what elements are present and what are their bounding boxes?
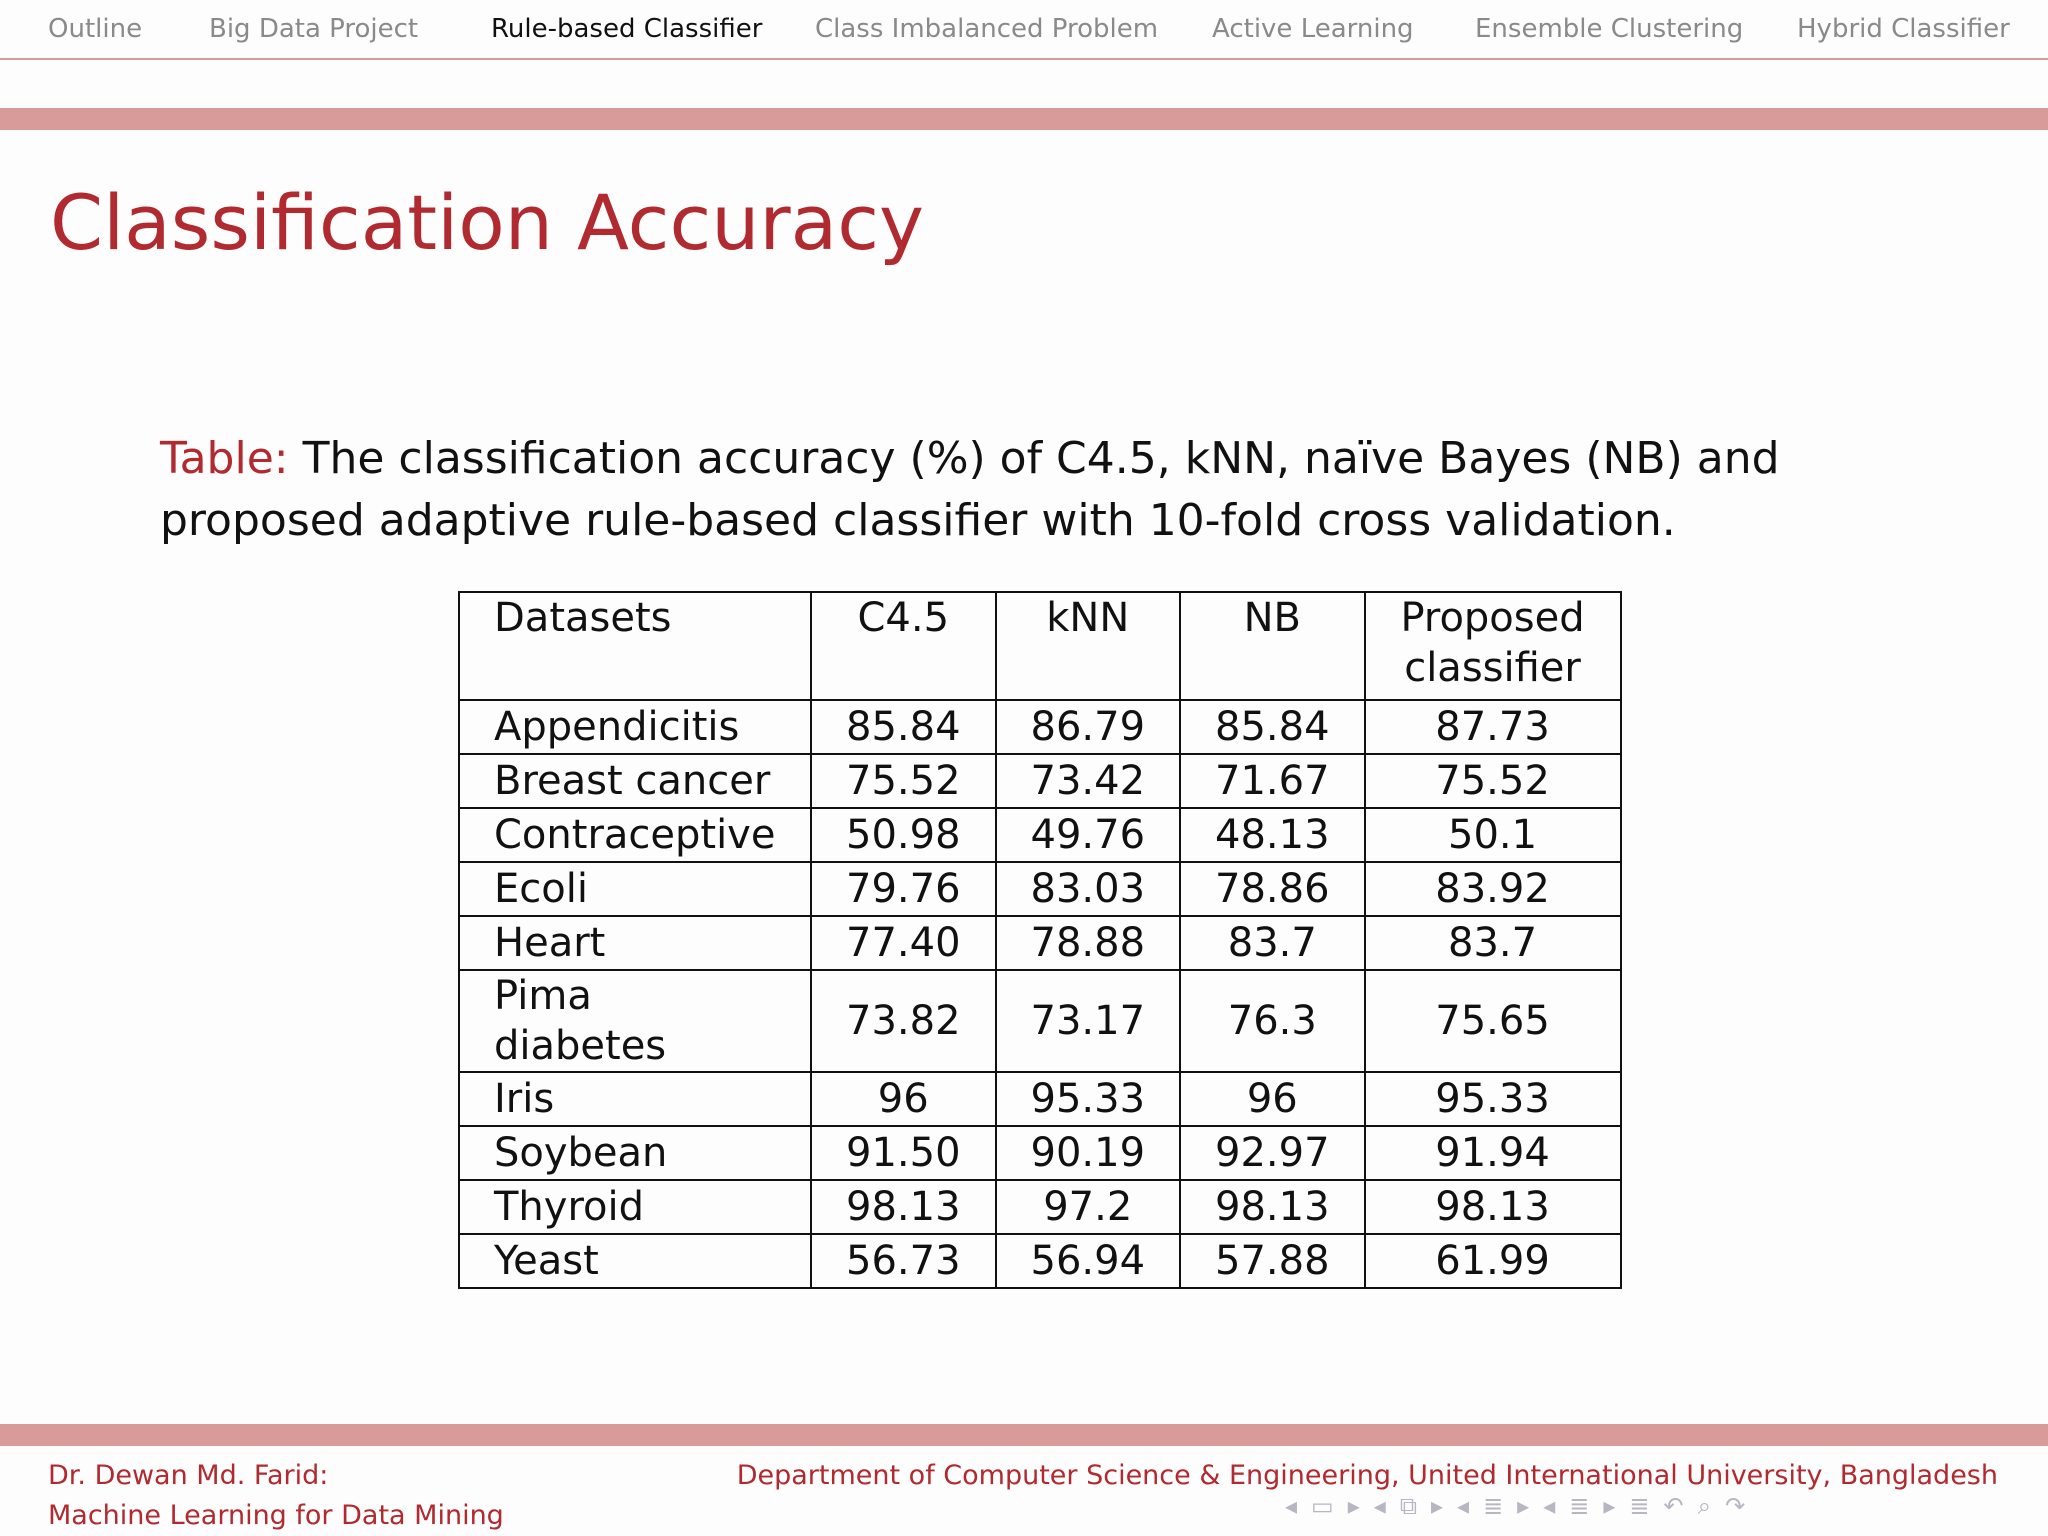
accuracy-cell: 75.65 bbox=[1365, 970, 1621, 1072]
nav-item-class-imbalanced-problem[interactable]: Class Imbalanced Problem bbox=[815, 14, 1159, 44]
accuracy-cell: 92.97 bbox=[1180, 1126, 1365, 1180]
accuracy-cell: 79.76 bbox=[811, 862, 996, 916]
nav-item-rule-based-classifier[interactable]: Rule-based Classifier bbox=[491, 14, 763, 44]
footer-band bbox=[0, 1424, 2048, 1446]
accuracy-cell: 73.17 bbox=[996, 970, 1181, 1072]
accuracy-cell: 57.88 bbox=[1180, 1234, 1365, 1288]
accuracy-cell: 85.84 bbox=[811, 700, 996, 754]
footer-author: Dr. Dewan Md. Farid: bbox=[48, 1460, 329, 1491]
subsection-icon[interactable]: ⧉ bbox=[1399, 1492, 1417, 1520]
section-navigation bbox=[0, 0, 2048, 60]
table-body bbox=[459, 700, 1621, 1288]
accuracy-cell: 95.33 bbox=[1365, 1072, 1621, 1126]
beamer-navigation-controls bbox=[1285, 1492, 1745, 1520]
table-row bbox=[459, 754, 1621, 808]
accuracy-cell: 50.98 bbox=[811, 808, 996, 862]
prev-frame-icon[interactable]: ◂ bbox=[1285, 1492, 1298, 1520]
nav-item-ensemble-clustering[interactable]: Ensemble Clustering bbox=[1475, 14, 1744, 44]
accuracy-cell: 98.13 bbox=[1180, 1180, 1365, 1234]
table-row bbox=[459, 700, 1621, 754]
accuracy-cell: 56.94 bbox=[996, 1234, 1181, 1288]
header-proposed-classifier: Proposed classifier bbox=[1365, 592, 1621, 700]
table-row bbox=[459, 1234, 1621, 1288]
accuracy-cell: 95.33 bbox=[996, 1072, 1181, 1126]
table-row bbox=[459, 1126, 1621, 1180]
dataset-name-cell: Ecoli bbox=[459, 862, 811, 916]
accuracy-cell: 56.73 bbox=[811, 1234, 996, 1288]
header-c45: C4.5 bbox=[811, 592, 996, 700]
accuracy-cell: 98.13 bbox=[1365, 1180, 1621, 1234]
table-row bbox=[459, 808, 1621, 862]
accuracy-cell: 75.52 bbox=[811, 754, 996, 808]
accuracy-cell: 98.13 bbox=[811, 1180, 996, 1234]
accuracy-cell: 97.2 bbox=[996, 1180, 1181, 1234]
accuracy-cell: 83.92 bbox=[1365, 862, 1621, 916]
header-datasets: Datasets bbox=[459, 592, 811, 700]
forward-icon[interactable]: ↷ bbox=[1725, 1492, 1746, 1520]
nav-item-active-learning[interactable]: Active Learning bbox=[1212, 14, 1414, 44]
section-icon[interactable]: ≣ bbox=[1483, 1492, 1504, 1520]
header-band bbox=[0, 108, 2048, 130]
next-subsection-icon[interactable]: ▸ bbox=[1430, 1492, 1444, 1520]
accuracy-cell: 61.99 bbox=[1365, 1234, 1621, 1288]
table-caption bbox=[160, 428, 1920, 552]
part-icon[interactable]: ≣ bbox=[1569, 1492, 1590, 1520]
accuracy-cell: 96 bbox=[811, 1072, 996, 1126]
prev-part-icon[interactable]: ◂ bbox=[1543, 1492, 1556, 1520]
accuracy-cell: 83.03 bbox=[996, 862, 1181, 916]
caption-label: Table: bbox=[160, 433, 289, 484]
table-header-row bbox=[459, 592, 1621, 700]
accuracy-cell: 48.13 bbox=[1180, 808, 1365, 862]
table-row bbox=[459, 862, 1621, 916]
dataset-name-cell: Appendicitis bbox=[459, 700, 811, 754]
search-icon[interactable]: ⌕ bbox=[1697, 1492, 1712, 1520]
accuracy-cell: 78.88 bbox=[996, 916, 1181, 970]
nav-item-hybrid-classifier[interactable]: Hybrid Classifier bbox=[1797, 14, 2010, 44]
nav-item-outline[interactable]: Outline bbox=[48, 14, 143, 44]
table-row bbox=[459, 1072, 1621, 1126]
dataset-name-cell: Iris bbox=[459, 1072, 811, 1126]
next-part-icon[interactable]: ▸ bbox=[1603, 1492, 1616, 1520]
slide-title: Classification Accuracy bbox=[50, 178, 924, 267]
document-icon[interactable]: ≣ bbox=[1629, 1492, 1650, 1520]
table-row bbox=[459, 970, 1621, 1072]
accuracy-cell: 73.42 bbox=[996, 754, 1181, 808]
accuracy-cell: 76.3 bbox=[1180, 970, 1365, 1072]
table-row bbox=[459, 1180, 1621, 1234]
prev-section-icon[interactable]: ◂ bbox=[1457, 1492, 1470, 1520]
accuracy-table bbox=[458, 591, 1622, 1289]
dataset-name-cell: Breast cancer bbox=[459, 754, 811, 808]
accuracy-cell: 91.50 bbox=[811, 1126, 996, 1180]
header-nb: NB bbox=[1180, 592, 1365, 700]
accuracy-cell: 87.73 bbox=[1365, 700, 1621, 754]
back-icon[interactable]: ↶ bbox=[1663, 1492, 1684, 1520]
accuracy-cell: 75.52 bbox=[1365, 754, 1621, 808]
next-frame-icon[interactable]: ▸ bbox=[1347, 1492, 1360, 1520]
accuracy-cell: 71.67 bbox=[1180, 754, 1365, 808]
accuracy-cell: 73.82 bbox=[811, 970, 996, 1072]
accuracy-cell: 83.7 bbox=[1365, 916, 1621, 970]
footer-course: Machine Learning for Data Mining bbox=[48, 1500, 504, 1531]
caption-text: The classification accuracy (%) of C4.5, kNN, naïve Bayes (NB) and proposed adaptive rule-based classifier with 10-fold cross validation. bbox=[160, 433, 1780, 546]
accuracy-cell: 86.79 bbox=[996, 700, 1181, 754]
accuracy-cell: 77.40 bbox=[811, 916, 996, 970]
table-row bbox=[459, 916, 1621, 970]
accuracy-cell: 83.7 bbox=[1180, 916, 1365, 970]
footer-department: Department of Computer Science & Engineering, United International University, Bangladesh bbox=[736, 1460, 1998, 1491]
dataset-name-cell: Soybean bbox=[459, 1126, 811, 1180]
dataset-name-cell: Yeast bbox=[459, 1234, 811, 1288]
accuracy-cell: 78.86 bbox=[1180, 862, 1365, 916]
dataset-name-cell: Pima diabetes bbox=[459, 970, 811, 1072]
footer-author-block bbox=[48, 1456, 504, 1536]
next-section-icon[interactable]: ▸ bbox=[1517, 1492, 1530, 1520]
accuracy-cell: 49.76 bbox=[996, 808, 1181, 862]
accuracy-cell: 85.84 bbox=[1180, 700, 1365, 754]
header-knn: kNN bbox=[996, 592, 1181, 700]
dataset-name-cell: Thyroid bbox=[459, 1180, 811, 1234]
nav-item-big-data-project[interactable]: Big Data Project bbox=[209, 14, 419, 44]
dataset-name-cell: Heart bbox=[459, 916, 811, 970]
accuracy-cell: 91.94 bbox=[1365, 1126, 1621, 1180]
dataset-name-cell: Contraceptive bbox=[459, 808, 811, 862]
prev-subsection-icon[interactable]: ◂ bbox=[1373, 1492, 1386, 1520]
frame-icon[interactable]: ▭ bbox=[1311, 1492, 1334, 1520]
accuracy-cell: 96 bbox=[1180, 1072, 1365, 1126]
accuracy-cell: 90.19 bbox=[996, 1126, 1181, 1180]
accuracy-cell: 50.1 bbox=[1365, 808, 1621, 862]
